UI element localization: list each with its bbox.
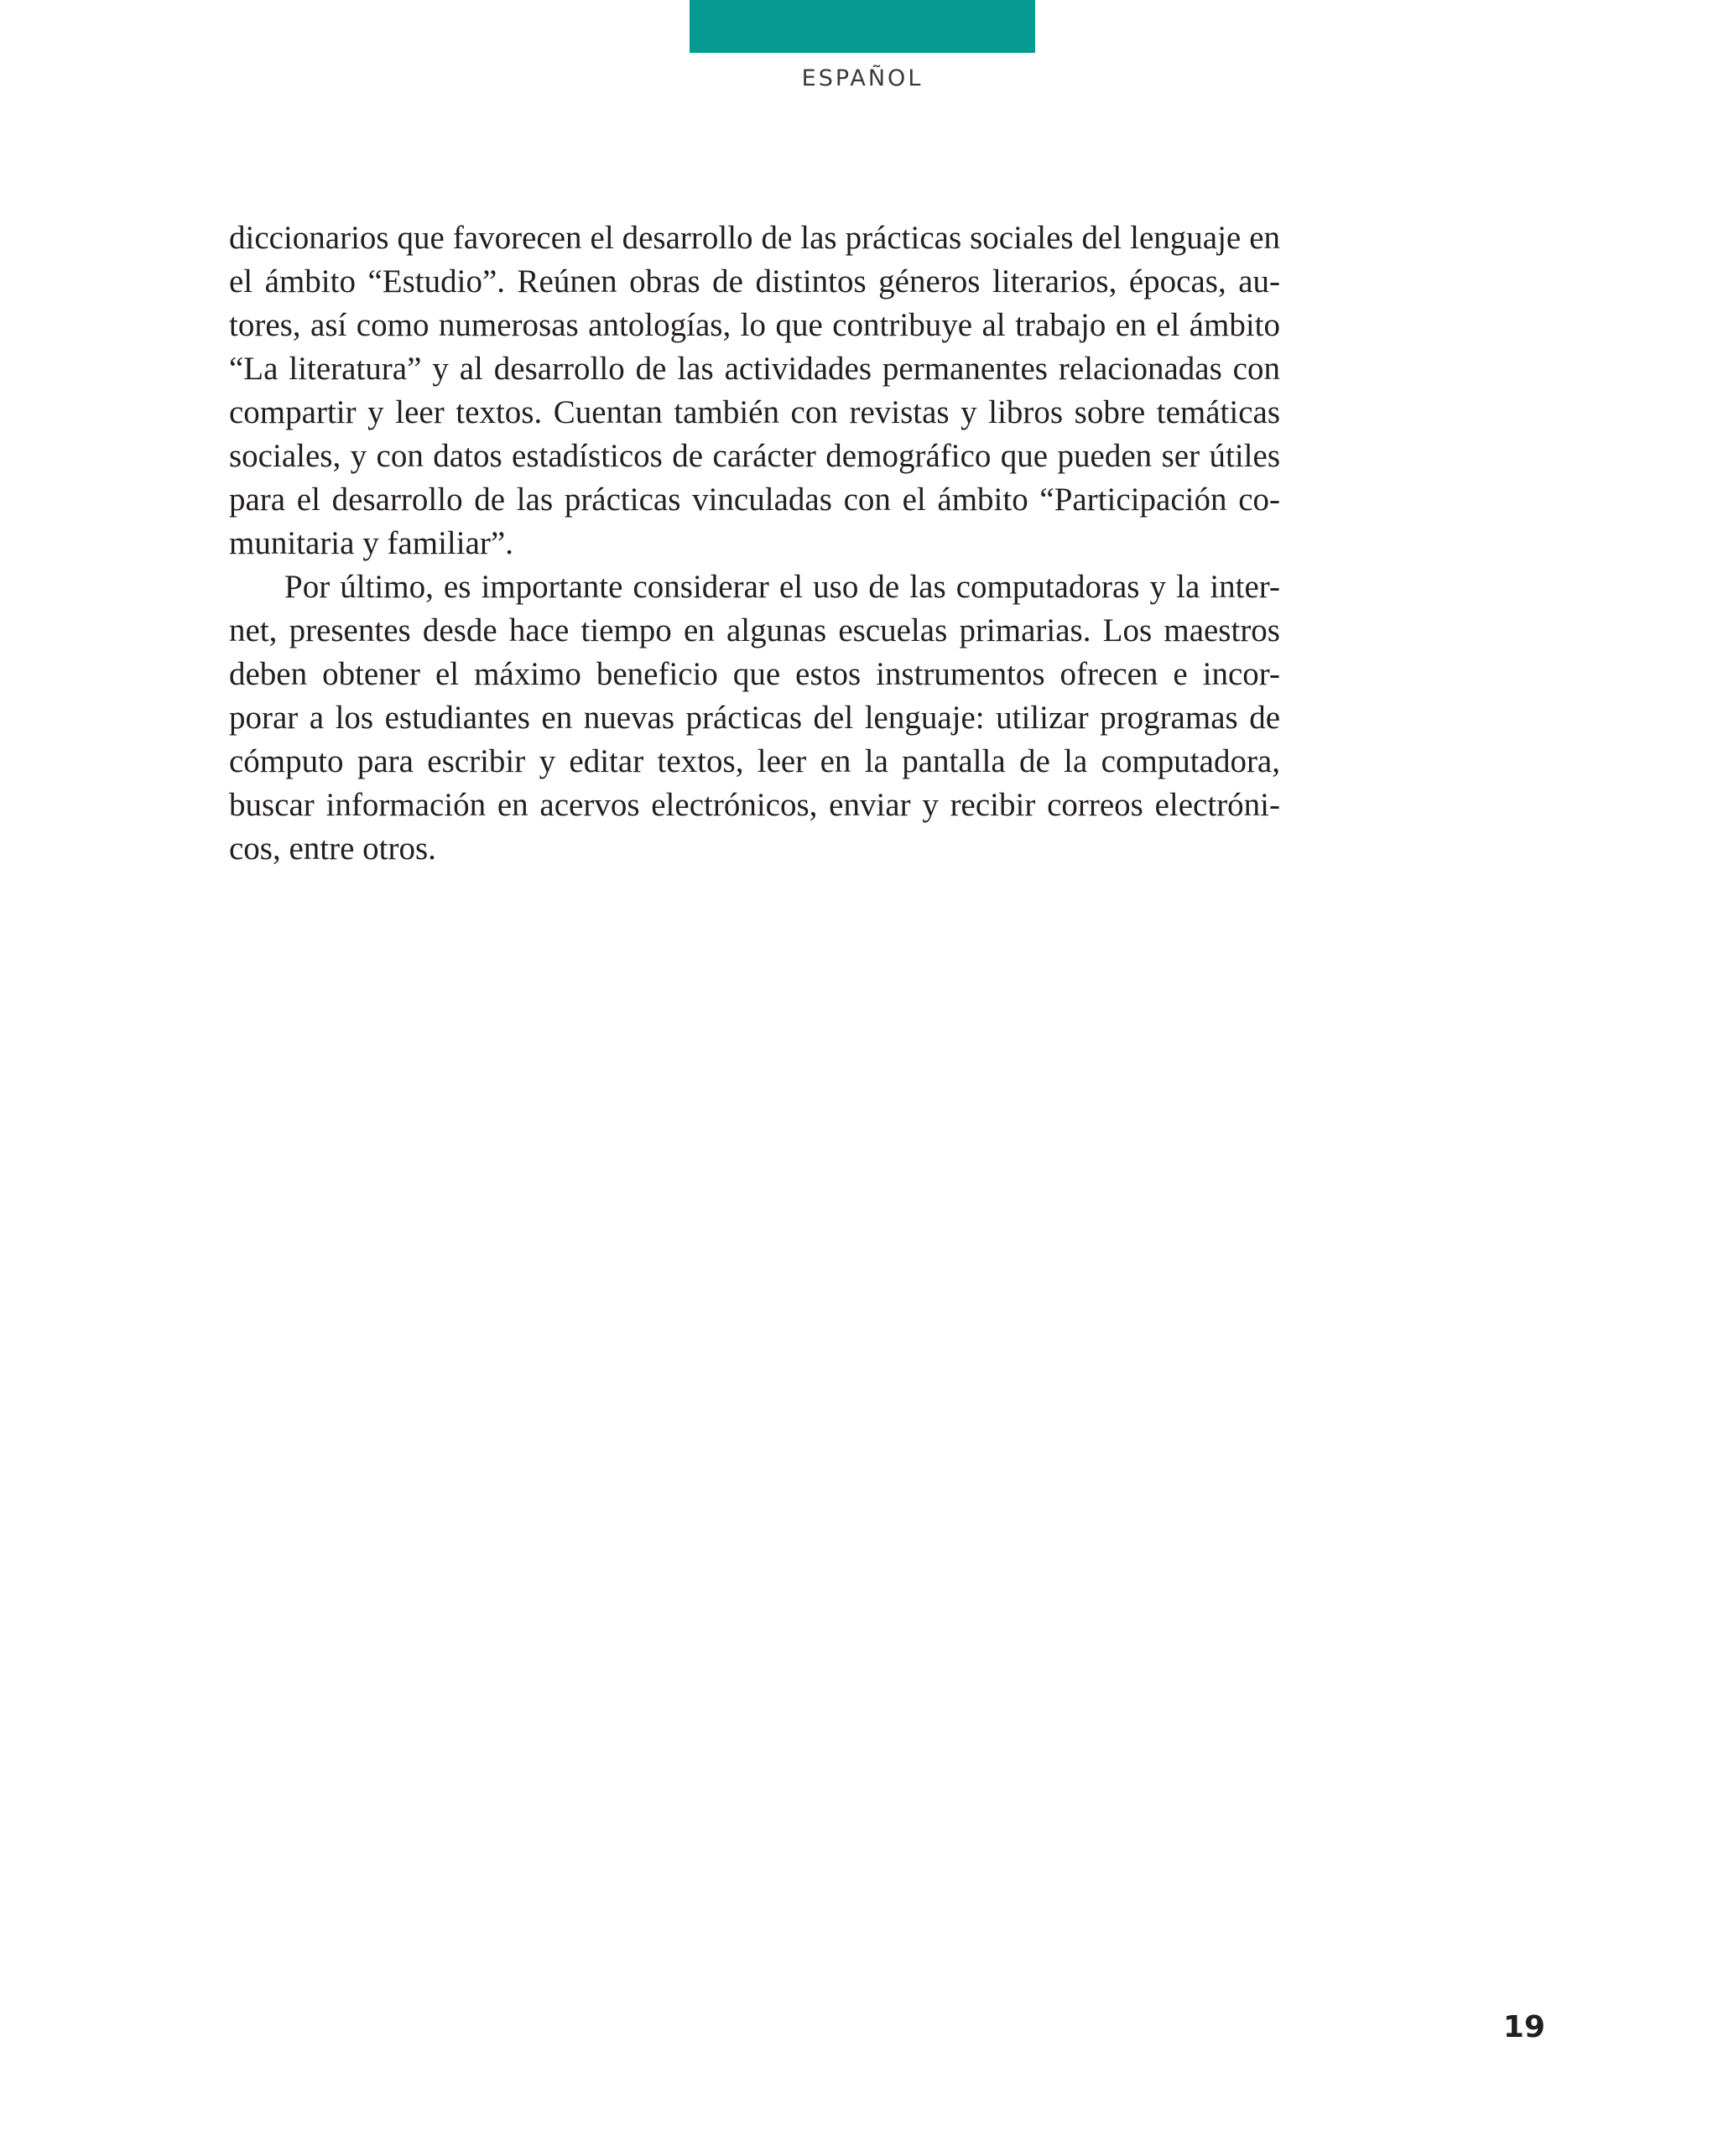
page-number: 19 [1502, 2010, 1545, 2044]
body-text [229, 216, 1280, 871]
text-line: compartir y leer textos. Cuentan también con revistas y libros sobre temáticas [229, 394, 1280, 430]
text-line: “La literatura” y al desarrollo de las actividades permanentes relacionadas con [229, 351, 1280, 387]
text-line: deben obtener el máximo beneficio que estos instrumentos ofrecen e incor- [229, 656, 1280, 692]
text-line: el ámbito “Estudio”. Reúnen obras de distintos géneros literarios, épocas, au- [229, 263, 1280, 299]
section-color-tab [690, 0, 1035, 53]
paragraph-2 [229, 565, 1280, 871]
text-line: buscar información en acervos electrónicos, enviar y recibir correos electróni- [229, 787, 1280, 823]
text-line: porar a los estudiantes en nuevas prácticas del lenguaje: utilizar programas de [229, 700, 1280, 736]
running-head: ESPAÑOL [801, 65, 924, 91]
text-line: sociales, y con datos estadísticos de carácter demográfico que pueden ser útiles [229, 438, 1280, 474]
text-line: tores, así como numerosas antologías, lo que contribuye al trabajo en el ámbito [229, 307, 1280, 343]
text-line: Por último, es importante considerar el uso de las computadoras y la inter- [284, 569, 1280, 605]
text-line: cos, entre otros. [229, 831, 436, 867]
text-line: cómputo para escribir y editar textos, leer en la pantalla de la computadora, [229, 743, 1280, 779]
paragraph-1 [229, 216, 1280, 565]
text-line: diccionarios que favorecen el desarrollo de las prácticas sociales del lenguaje en [229, 220, 1280, 256]
text-line: net, presentes desde hace tiempo en algunas escuelas primarias. Los maestros [229, 612, 1280, 648]
text-line: munitaria y familiar”. [229, 525, 513, 561]
text-line: para el desarrollo de las prácticas vinculadas con el ámbito “Participación co- [229, 482, 1280, 518]
